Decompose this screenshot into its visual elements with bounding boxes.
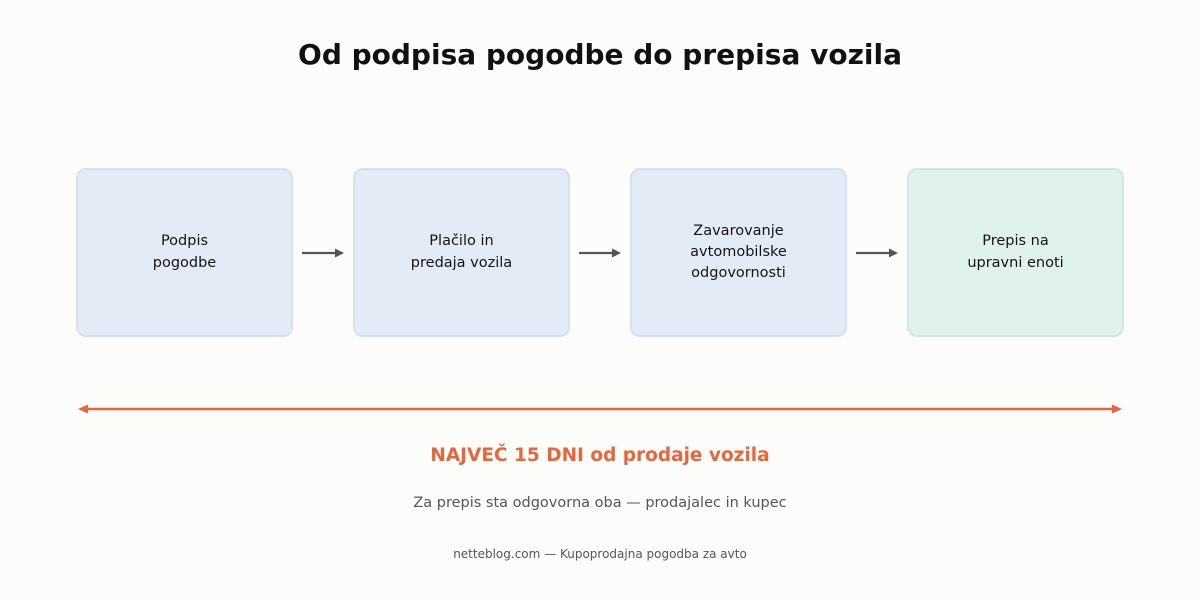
step-box-insurance — [630, 168, 847, 337]
deadline-label: NAJVEČ 15 DNI od prodaje vozila — [430, 445, 770, 466]
step-label: Prepis na upravni enoti — [967, 233, 1064, 271]
timespan-double-arrow-icon — [76, 400, 1124, 418]
step-box-registration-transfer — [907, 168, 1124, 337]
step-label: Plačilo in predaja vozila — [410, 233, 513, 271]
step-label: Zavarovanje avtomobilske odgovornosti — [690, 222, 787, 281]
flow-arrow-icon — [854, 246, 900, 260]
responsibility-note: Za prepis sta odgovorna oba — prodajalec in kupec — [413, 495, 787, 511]
diagram-title: Od podpisa pogodbe do prepisa vozila — [298, 38, 902, 71]
flow-arrow-icon — [300, 246, 346, 260]
step-label: Podpis pogodbe — [152, 233, 217, 271]
footer-source: netteblog.com — Kupoprodajna pogodba za avto — [453, 547, 747, 561]
step-box-sign-contract — [76, 168, 293, 337]
flow-arrow-icon — [577, 246, 623, 260]
step-box-payment-handover — [353, 168, 570, 337]
